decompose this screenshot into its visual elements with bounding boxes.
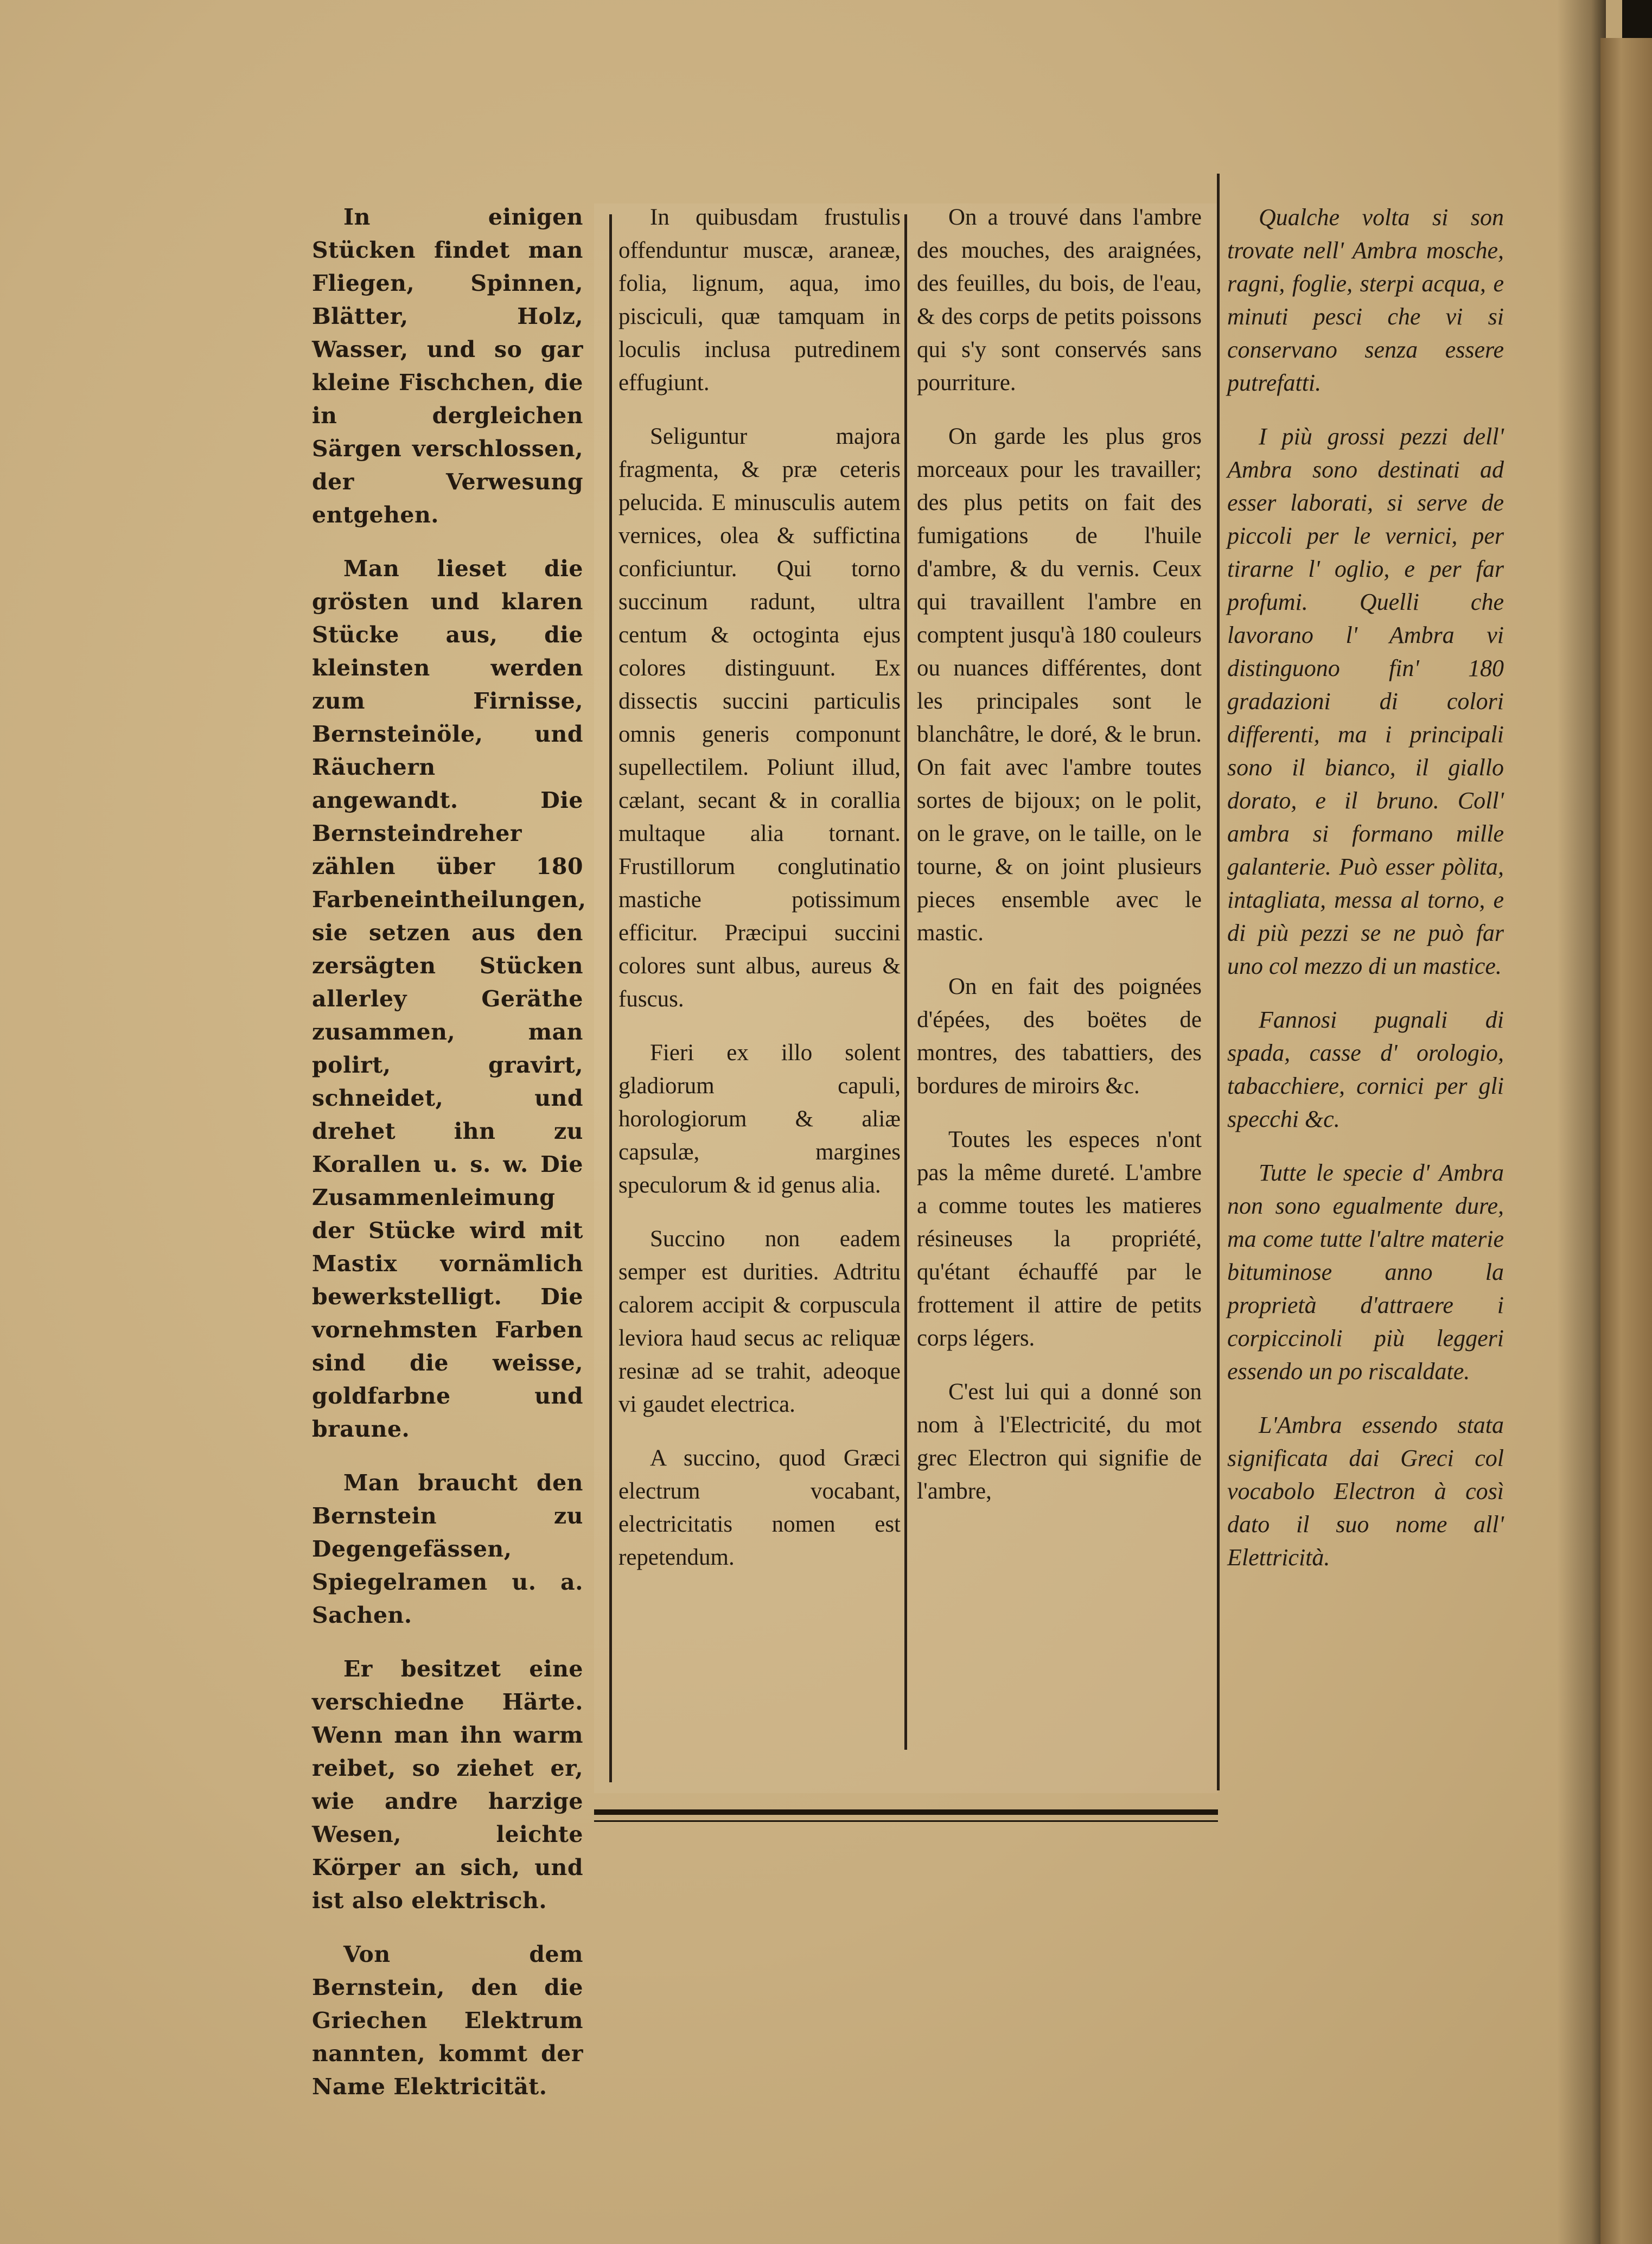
- italian-paragraph: Qualche volta si son trovate nell' Ambra mosche, ragni, foglie, sterpi acqua, e minuti pesci che vi si conservano senza essere putrefatti.: [1227, 204, 1504, 396]
- italian-paragraph: Tutte le specie d' Ambra non sono egualmente dure, ma come tutte l'altre materie bituminose anno la proprietà d'attraere i corpiccinoli più leggeri essendo un po riscaldate.: [1227, 1159, 1504, 1385]
- german-column: [312, 201, 586, 2124]
- german-paragraph: Von dem Bernstein, den die Griechen Elektrum nannten, kommt der Name Elektricität.: [312, 1941, 583, 2100]
- german-paragraph: Man braucht den Bernstein zu Degengefässen, Spiegelramen u. a. Sachen.: [312, 1470, 583, 1628]
- german-paragraph: Man lieset die grösten und klaren Stücke aus, die kleinsten werden zum Firnisse, Bernsteinöle, und Räuchern angewandt. Die Bernsteindreher zählen über 180 Farbeneintheilungen, sie setzen aus den zersägten Stücken allerley Geräthe zusammen, man polirt, gravirt, schneidet, und drehet ihn zu Korallen u. s. w. Die Zusammenleimung der Stücke wird mit Mastix vornämlich bewerkstelligt. Die vornehmsten Farben sind die weisse, goldfarbne und braune.: [312, 556, 586, 1442]
- column-rule-2: [904, 214, 907, 1750]
- italian-paragraph: I più grossi pezzi dell' Ambra sono destinati ad esser laborati, si serve de piccoli per le vernici, per tirarne l' oglio, e per far profumi. Quelli che lavorano l' Ambra vi distinguono fin' 180 gradazioni di colori differenti, ma i principali sono il bianco, il giallo dorato, e il bruno. Coll' ambra si formano mille galanterie. Può esser pòlita, intagliata, messa al torno, e di più pezzi se ne può far uno col mezzo di un mastice.: [1227, 423, 1504, 979]
- german-paragraph: Er besitzet eine verschiedne Härte. Wenn man ihn warm reibet, so ziehet er, wie andre harzige Wesen, leichte Körper an sich, und ist also elektrisch.: [312, 1656, 583, 1914]
- latin-column: [618, 201, 901, 1595]
- closing-rule-thick: [594, 1809, 1218, 1815]
- french-column: [917, 201, 1202, 1528]
- latin-paragraph: In quibusdam frustulis offenduntur muscæ, araneæ, folia, lignum, aqua, imo pisciculi, quæ tamquam in loculis inclusa putredinem effugiunt.: [618, 205, 901, 396]
- latin-paragraph: Seliguntur majora fragmenta, & præ ceteris pelucida. E minusculis autem vernices, olea & suffictina conficiuntur. Qui torno succinum radunt, ultra centum & octoginta ejus colores distinguunt. Ex dissectis succini particulis omnis generis componunt supellectilem. Poliunt illud, cælant, secant & in corallia multaque alia tornant. Frustillorum conglutinatio mastiche potissimum efficitur. Præcipui succini colores sunt albus, aureus & fuscus.: [618, 424, 901, 1012]
- french-paragraph: Toutes les especes n'ont pas la même dureté. L'ambre a comme toutes les matieres résineuses la propriété, qu'étant échauffé par le frottement il attire de petits corps légers.: [917, 1127, 1202, 1351]
- latin-paragraph: A succino, quod Græci electrum vocabant, electricitatis nomen est repetendum.: [618, 1445, 901, 1570]
- french-paragraph: C'est lui qui a donné son nom à l'Electricité, du mot grec Electron qui signifie de l'ambre,: [917, 1379, 1202, 1504]
- spine-shadow: [1557, 0, 1606, 2244]
- latin-paragraph: Succino non eadem semper est durities. Adtritu calorem accipit & corpuscula leviora haud secus ac reliquæ resinæ ad se trahit, adeoque vi gaudet electrica.: [618, 1226, 901, 1417]
- french-paragraph: On a trouvé dans l'ambre des mouches, des araignées, des feuilles, du bois, de l'eau, & des corps de petits poissons qui s'y sont conservés sans pourriture.: [917, 205, 1202, 396]
- italian-paragraph: L'Ambra essendo stata significata dai Greci col vocabolo Electron à così dato il suo nome all' Elettricità.: [1227, 1412, 1504, 1571]
- latin-paragraph: Fieri ex illo solent gladiorum capuli, horologiorum & aliæ capsulæ, margines speculorum & id genus alia.: [618, 1040, 901, 1198]
- german-paragraph: In einigen Stücken findet man Fliegen, Spinnen, Blätter, Holz, Wasser, und so gar kleine Fischchen, die in dergleichen Särgen verschlossen, der Verwesung entgehen.: [312, 204, 583, 528]
- french-paragraph: On garde les plus gros morceaux pour les travailler; des plus petits on fait des fumigations de l'huile d'ambre, & du vernis. Ceux qui travaillent l'ambre en comptent jusqu'à 180 couleurs ou nuances différentes, dont les principales sont le blanchâtre, le doré, & le brun. On fait avec l'ambre toutes sortes de bijoux; on le polit, on le grave, on le taille, on le tourne, & on joint plusieurs pieces ensemble avec le mastic.: [917, 424, 1202, 946]
- column-rule-3: [1217, 174, 1220, 1790]
- closing-rule-thin: [594, 1820, 1218, 1822]
- facing-page-edge: [1600, 38, 1652, 2244]
- column-rule-1: [609, 214, 612, 1782]
- french-paragraph: On en fait des poignées d'épées, des boëtes de montres, des tabattiers, des bordures de miroirs &c.: [917, 974, 1202, 1099]
- italian-column: [1227, 201, 1504, 1595]
- italian-paragraph: Fannosi pugnali di spada, casse d' orologio, tabacchiere, cornici per gli specchi &c.: [1227, 1006, 1504, 1132]
